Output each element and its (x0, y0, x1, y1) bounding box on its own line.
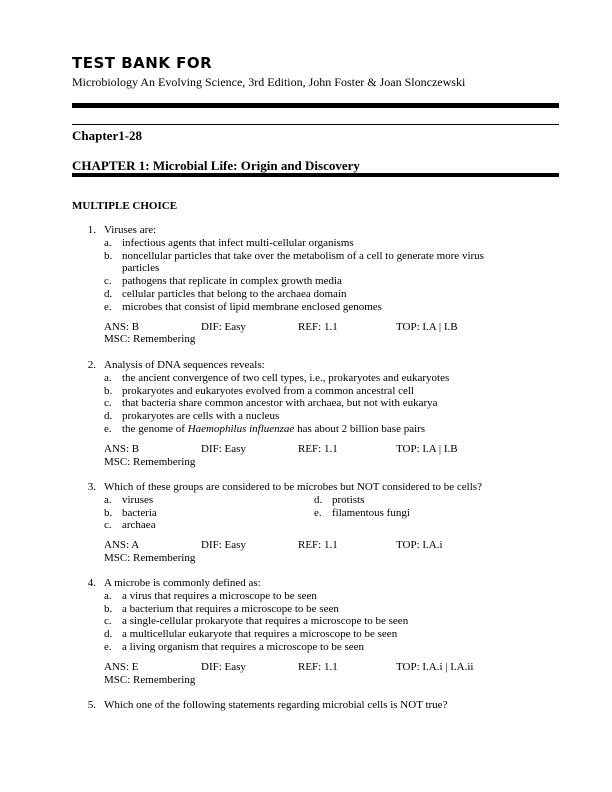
question-number: 2. (87, 359, 96, 371)
choice (104, 275, 559, 288)
answer-key: ANS: E (104, 660, 139, 673)
thick-divider (72, 103, 559, 108)
chapter-title: CHAPTER 1: Microbial Life: Origin and Discovery (72, 158, 360, 173)
question-number: 1. (87, 224, 96, 236)
choice-letter: d. (104, 628, 113, 641)
choice-text: a living organism that requires a microscope to be seen (122, 640, 365, 653)
choice (314, 494, 514, 507)
topic: TOP: I.A.i | I.A.ii (396, 660, 474, 673)
difficulty: DIF: Easy (201, 320, 246, 333)
choice-text (122, 423, 559, 436)
choice-text: bacteria (122, 506, 157, 519)
question-5 (72, 699, 559, 712)
choice-text: pathogens that replicate in complex growth media (122, 275, 342, 288)
choice-text: prokaryotes are cells with a nucleus (122, 410, 280, 423)
difficulty: DIF: Easy (201, 660, 246, 673)
answer-metadata (104, 661, 559, 687)
choice (104, 372, 559, 385)
chapter-divider (72, 173, 559, 177)
reference: REF: 1.1 (298, 660, 338, 673)
topic: TOP: I.A.i (396, 539, 443, 552)
difficulty: DIF: Easy (201, 539, 246, 552)
choice-letter: e. (314, 506, 322, 519)
species-name: Haemophilus influenzae (187, 422, 295, 435)
choice-text: that bacteria share common ancestor with archaea, but not with eukarya (122, 397, 438, 410)
choice-letter: b. (104, 602, 113, 615)
question-stem: Viruses are: (104, 224, 157, 236)
choice (104, 385, 559, 398)
choice-text: cellular particles that belong to the archaea domain (122, 287, 347, 300)
msc-label: MSC: Remembering (104, 673, 196, 686)
choice-letter: a. (104, 589, 112, 602)
choice (104, 410, 559, 423)
book-subtitle: Microbiology An Evolving Science, 3rd Edition, John Foster & Joan Slonczewski (72, 75, 466, 89)
choice-text-before: the genome of (122, 422, 188, 435)
choice-letter: d. (104, 287, 113, 300)
choice-letter: c. (104, 275, 112, 288)
question-stem: Which of these groups are considered to be microbes but NOT considered to be cells? (104, 481, 482, 493)
choice (104, 288, 559, 301)
choice-letter: a. (104, 371, 112, 384)
question-4 (72, 577, 559, 686)
choice-letter: e. (104, 422, 112, 435)
choice (104, 397, 559, 410)
choice-text: infectious agents that infect multi-cellular organisms (122, 236, 354, 249)
question-number: 5. (87, 699, 96, 711)
choice-letter: b. (104, 249, 113, 262)
question-stem: Analysis of DNA sequences reveals: (104, 359, 265, 371)
answer-metadata (104, 539, 559, 565)
choice-text: prokaryotes and eukaryotes evolved from a common ancestral cell (122, 384, 414, 397)
chapter-range: Chapter1-28 (72, 128, 143, 143)
choice (104, 250, 559, 276)
msc-label: MSC: Remembering (104, 551, 196, 564)
choice (104, 519, 314, 532)
choice-letter: d. (314, 493, 323, 506)
choice (314, 507, 514, 520)
choice (104, 507, 314, 520)
question-number: 3. (87, 481, 96, 493)
answer-key: ANS: B (104, 442, 140, 455)
choice (104, 301, 559, 314)
choice (104, 641, 559, 654)
question-1 (72, 224, 559, 346)
choice (104, 615, 559, 628)
reference: REF: 1.1 (298, 320, 338, 333)
test-bank-title: TEST BANK FOR (72, 54, 213, 72)
choice (104, 628, 559, 641)
thin-divider (72, 124, 559, 125)
choice-letter: b. (104, 506, 113, 519)
section-title: MULTIPLE CHOICE (72, 200, 178, 212)
topic: TOP: I.A | I.B (396, 442, 458, 455)
choice (104, 423, 559, 436)
choice-letter: c. (104, 397, 112, 410)
choice-text: the ancient convergence of two cell types, i.e., prokaryotes and eukaryotes (122, 371, 450, 384)
question-stem: Which one of the following statements regarding microbial cells is NOT true? (104, 699, 448, 711)
choice (104, 590, 559, 603)
choice-letter: e. (104, 300, 112, 313)
answer-metadata (104, 443, 559, 469)
choice-text: viruses (122, 493, 154, 506)
choice-letter: c. (104, 519, 112, 532)
choice-text: archaea (122, 519, 156, 532)
msc-label: MSC: Remembering (104, 333, 196, 346)
question-number: 4. (87, 577, 96, 589)
answer-metadata (104, 321, 559, 347)
choice-letter: b. (104, 384, 113, 397)
choice-text: microbes that consist of lipid membrane enclosed genomes (122, 300, 382, 313)
choice-text: filamentous fungi (332, 506, 410, 519)
difficulty: DIF: Easy (201, 442, 246, 455)
choice-text: noncellular particles that take over the metabolism of a cell to generate more virus particles (122, 249, 484, 275)
choice-text: a virus that requires a microscope to be seen (122, 589, 317, 602)
msc-label: MSC: Remembering (104, 455, 196, 468)
topic: TOP: I.A | I.B (396, 320, 458, 333)
choice-text: protists (332, 493, 365, 506)
choice-letter: e. (104, 640, 112, 653)
answer-key: ANS: B (104, 320, 140, 333)
choice-letter: c. (104, 615, 112, 628)
choice-text: a single-cellular prokaryote that requires a microscope to be seen (122, 615, 409, 628)
choice (104, 237, 559, 250)
question-3 (72, 481, 559, 565)
choice-letter: d. (104, 410, 113, 423)
choice (104, 494, 314, 507)
question-2 (72, 359, 559, 468)
reference: REF: 1.1 (298, 539, 338, 552)
question-stem: A microbe is commonly defined as: (104, 577, 261, 589)
answer-key: ANS: A (104, 539, 140, 552)
reference: REF: 1.1 (298, 442, 338, 455)
choice-letter: a. (104, 493, 112, 506)
choice (104, 603, 559, 616)
choice-text: a bacterium that requires a microscope to be seen (122, 602, 339, 615)
choice-text: a multicellular eukaryote that requires a microscope to be seen (122, 628, 398, 641)
choice-text-after: has about 2 billion base pairs (294, 422, 426, 435)
choice-letter: a. (104, 236, 112, 249)
